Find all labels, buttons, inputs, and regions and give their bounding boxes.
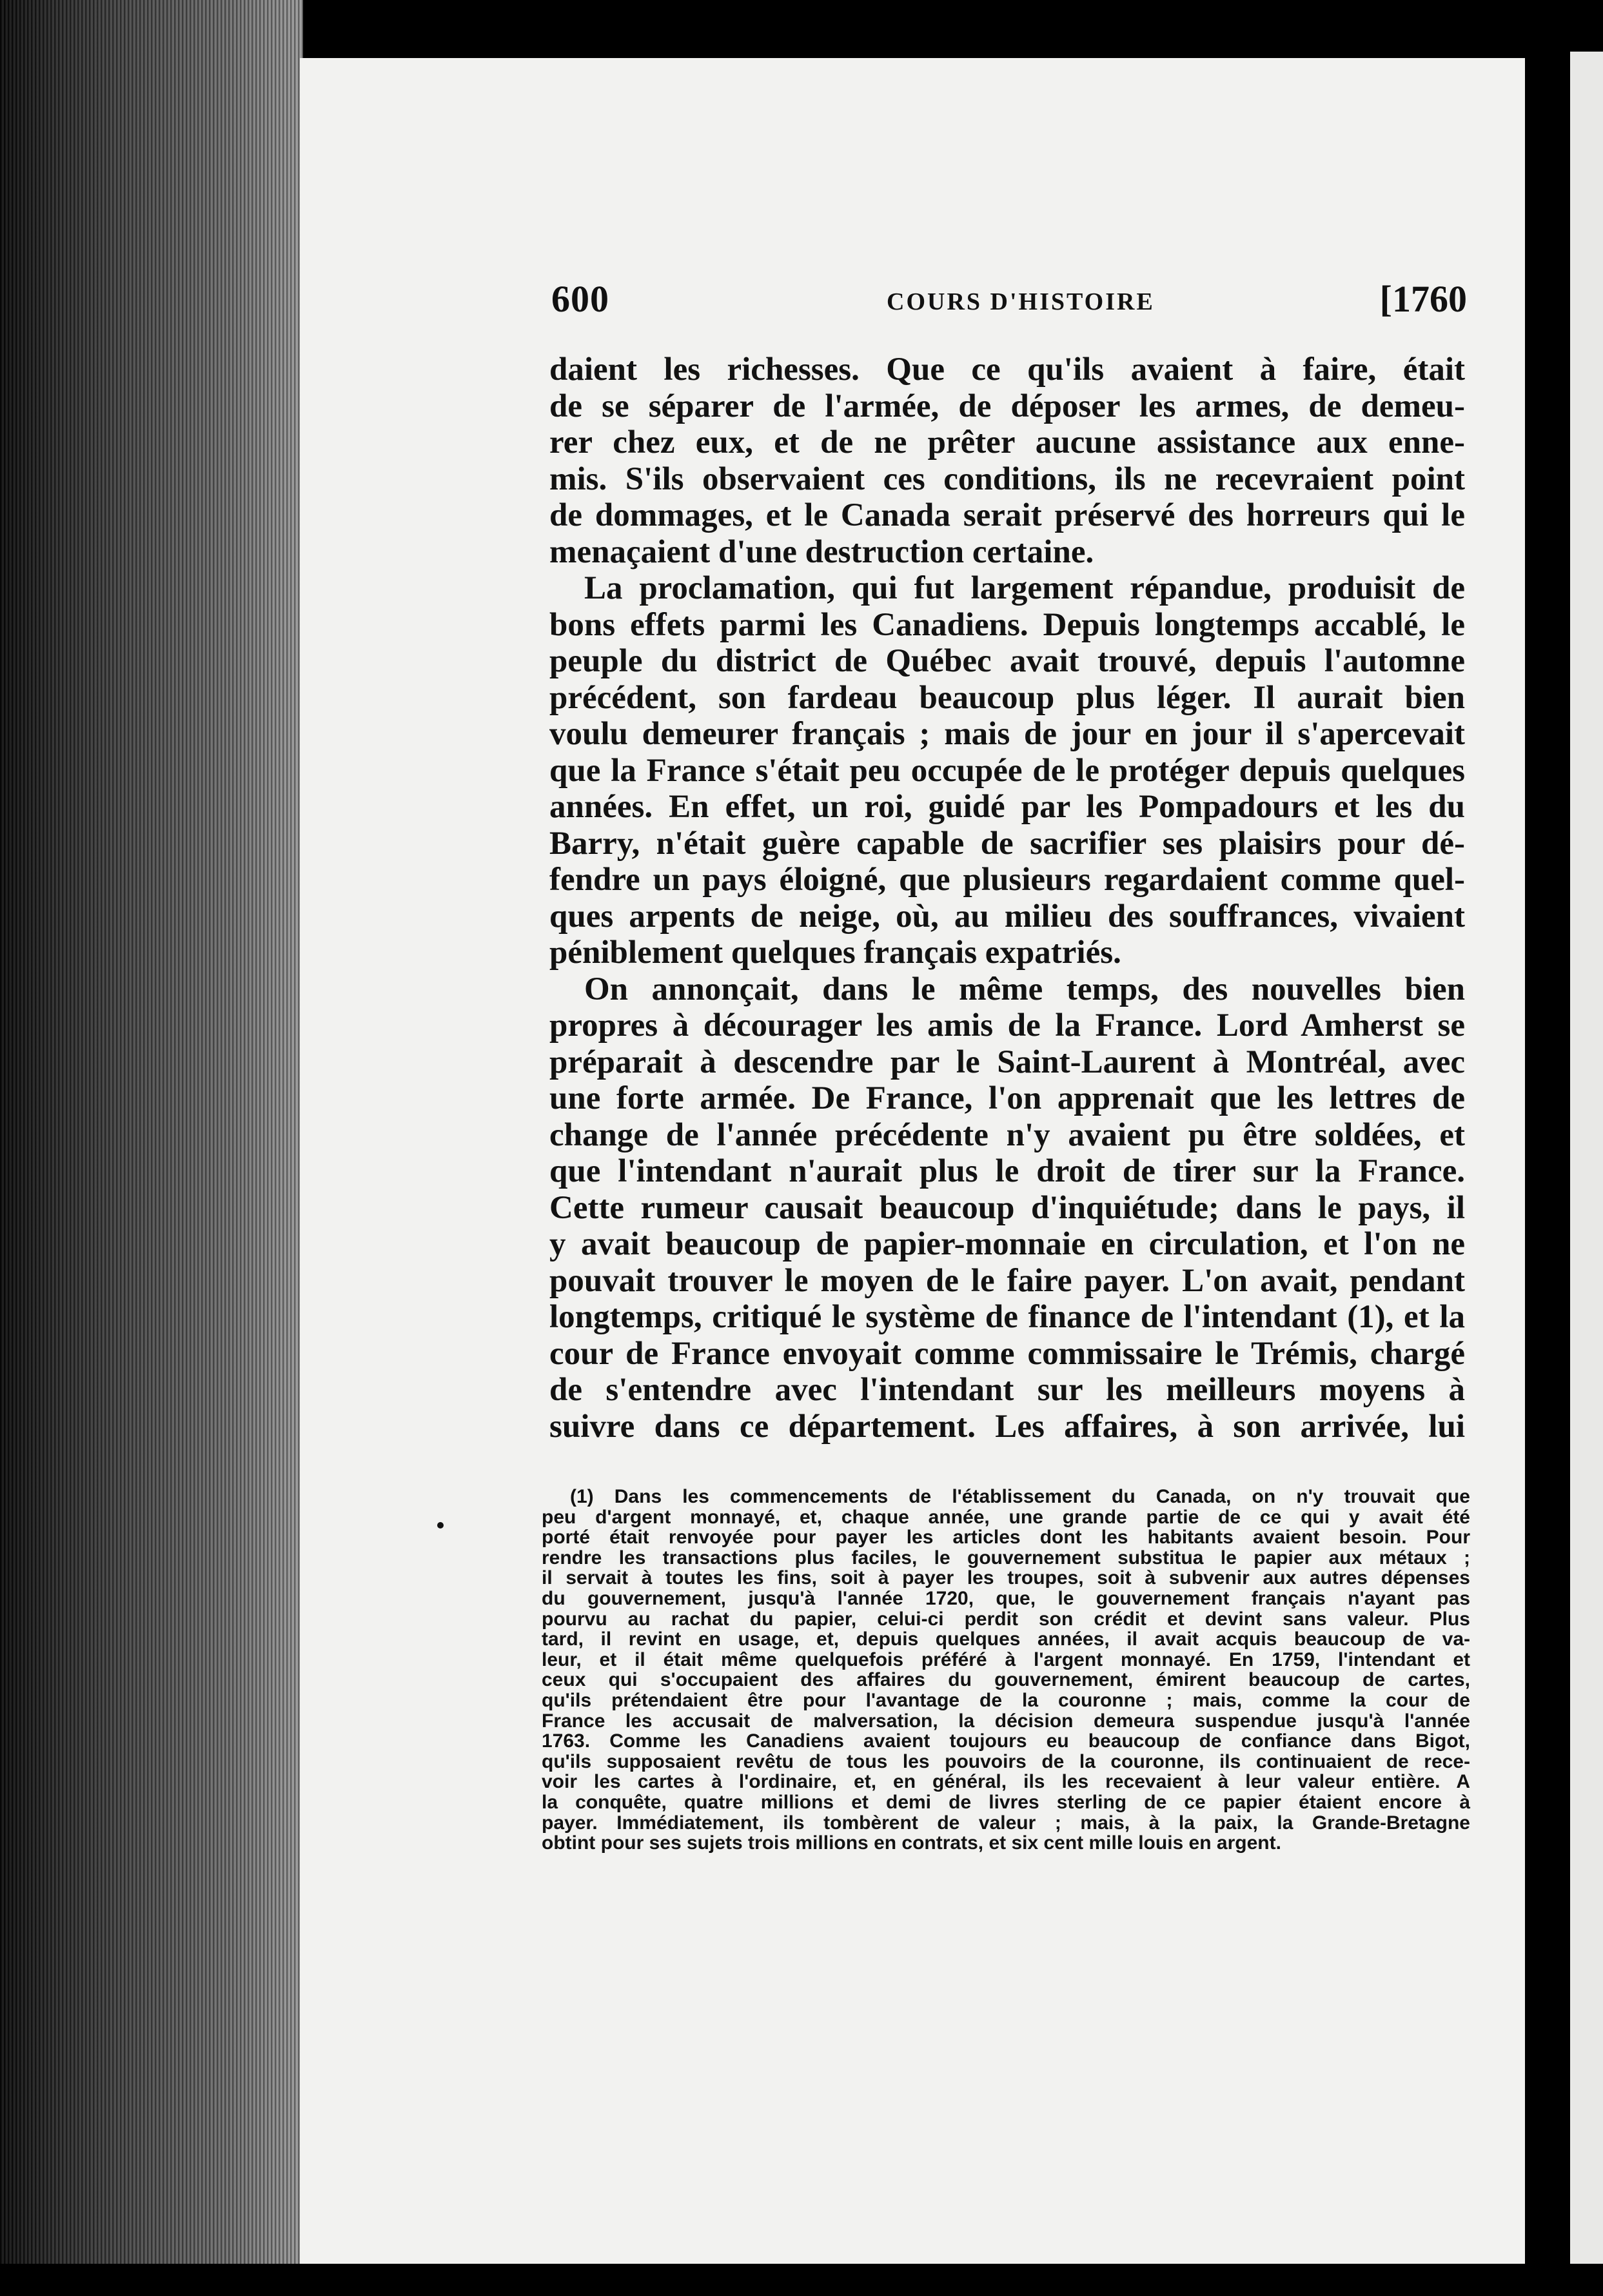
- body-line: longtemps, critiqué le système de finance de l'intendant (1), et la: [549, 1299, 1465, 1335]
- running-head: [551, 277, 1467, 322]
- body-line: de se séparer de l'armée, de déposer les armes, de demeu-: [549, 388, 1465, 424]
- body-text: [549, 351, 1465, 1445]
- body-line: années. En effet, un roi, guidé par les Pompadours et les du: [549, 789, 1465, 825]
- footnote-line: rendre les transactions plus faciles, le gouvernement substitua le papier aux métaux ;: [542, 1547, 1470, 1569]
- body-line: que la France s'était peu occupée de le protéger depuis quelques: [549, 752, 1465, 789]
- footnote-line: du gouvernement, jusqu'à l'année 1720, que, le gouvernement français n'ayant pas: [542, 1587, 1470, 1609]
- running-title: COURS D'HISTOIRE: [887, 288, 1155, 315]
- body-line: Barry, n'était guère capable de sacrifier ses plaisirs pour dé-: [549, 825, 1465, 862]
- body-line: précédent, son fardeau beaucoup plus léger. Il aurait bien: [549, 679, 1465, 716]
- body-line: peuple du district de Québec avait trouvé, depuis l'automne: [549, 643, 1465, 679]
- body-line: propres à décourager les amis de la France. Lord Amherst se: [549, 1007, 1465, 1044]
- ink-speck: [437, 1522, 444, 1529]
- body-line: La proclamation, qui fut largement répandue, produisit de: [584, 570, 1465, 606]
- next-page-edge: [1570, 52, 1603, 2270]
- footnote-line: la conquête, quatre millions et demi de livres sterling de ce papier étaient encore à: [542, 1791, 1470, 1813]
- footnote-line: France les accusait de malversation, la décision demeura suspendue jusqu'à l'année: [542, 1710, 1470, 1732]
- body-line: rer chez eux, et de ne prêter aucune assistance aux enne-: [549, 424, 1465, 460]
- body-line: voulu demeurer français ; mais de jour en jour il s'apercevait: [549, 716, 1465, 752]
- page-gutter-shadow: [1525, 0, 1570, 2296]
- body-line: fendre un pays éloigné, que plusieurs regardaient comme quel-: [549, 862, 1465, 898]
- body-line: péniblement quelques français expatriés.: [549, 935, 1121, 971]
- running-year: [1760: [1379, 278, 1467, 320]
- body-line: que l'intendant n'aurait plus le droit de tirer sur la France.: [549, 1153, 1465, 1189]
- footnote-line: (1) Dans les commencements de l'établissement du Canada, on n'y trouvait que: [570, 1486, 1470, 1507]
- body-line: change de l'année précédente n'y avaient pu être soldées, et: [549, 1116, 1465, 1153]
- footnote-line: obtint pour ses sujets trois millions en contrats, et six cent mille louis en argent.: [542, 1832, 1281, 1854]
- body-line: une forte armée. De France, l'on apprenait que les lettres de: [549, 1080, 1465, 1116]
- footnote-line: tard, il revint en usage, et, depuis quelques années, il avait acquis beaucoup de va-: [542, 1628, 1470, 1650]
- body-line: cour de France envoyait comme commissaire le Trémis, chargé: [549, 1335, 1465, 1372]
- footnote-line: il servait à toutes les fins, soit à payer les troupes, soit à subvenir aux autres dépenses: [542, 1567, 1470, 1589]
- footnote-line: qu'ils supposaient revêtu de tous les pouvoirs de la couronne, ils continuaient de rece-: [542, 1750, 1470, 1772]
- body-line: préparait à descendre par le Saint-Laurent à Montréal, avec: [549, 1044, 1465, 1080]
- body-line: pouvait trouver le moyen de le faire payer. L'on avait, pendant: [549, 1262, 1465, 1299]
- footnote-line: 1763. Comme les Canadiens avaient toujours eu beaucoup de confiance dans Bigot,: [542, 1730, 1470, 1752]
- scan-bottom-border: [0, 2264, 1603, 2296]
- body-line: de s'entendre avec l'intendant sur les meilleurs moyens à: [549, 1372, 1465, 1408]
- body-line: y avait beaucoup de papier-monnaie en circulation, et l'on ne: [549, 1226, 1465, 1262]
- footnote-line: leur, et il était même quelquefois préféré à l'argent monnayé. En 1759, l'intendant et: [542, 1648, 1470, 1670]
- body-line: de dommages, et le Canada serait préservé des horreurs qui le: [549, 497, 1465, 533]
- body-line: ques arpents de neige, où, au milieu des souffrances, vivaient: [549, 898, 1465, 935]
- page-number: 600: [551, 278, 609, 320]
- body-line: bons effets parmi les Canadiens. Depuis longtemps accablé, le: [549, 606, 1465, 643]
- footnote: [542, 1487, 1470, 1854]
- footnote-line: pourvu au rachat du papier, celui-ci perdit son crédit et devint sans valeur. Plus: [542, 1608, 1470, 1630]
- body-line: suivre dans ce département. Les affaires, à son arrivée, lui: [549, 1408, 1465, 1445]
- footnote-line: peu d'argent monnayé, et, chaque année, une grande partie de ce qui y avait été: [542, 1506, 1470, 1528]
- book-spine-edge: [0, 0, 303, 2296]
- body-line: daient les richesses. Que ce qu'ils avaient à faire, était: [549, 351, 1465, 388]
- footnote-line: voir les cartes à l'ordinaire, et, en général, ils les recevaient à leur valeur entière. A: [542, 1771, 1470, 1793]
- footnote-line: porté était renvoyée pour payer les articles dont les habitants avaient besoin. Pour: [542, 1527, 1470, 1549]
- body-line: Cette rumeur causait beaucoup d'inquiétude; dans le pays, il: [549, 1189, 1465, 1226]
- footnote-line: qu'ils prétendaient être pour l'avantage de la couronne ; mais, comme la cour de: [542, 1689, 1470, 1711]
- body-line: mis. S'ils observaient ces conditions, ils ne recevraient point: [549, 460, 1465, 497]
- body-line: menaçaient d'une destruction certaine.: [549, 533, 1094, 570]
- footnote-line: ceux qui s'occupaient des affaires du gouvernement, émirent beaucoup de cartes,: [542, 1669, 1470, 1691]
- body-line: On annonçait, dans le même temps, des nouvelles bien: [584, 971, 1465, 1007]
- footnote-line: payer. Immédiatement, ils tombèrent de valeur ; mais, à la paix, la Grande-Bretagne: [542, 1812, 1470, 1834]
